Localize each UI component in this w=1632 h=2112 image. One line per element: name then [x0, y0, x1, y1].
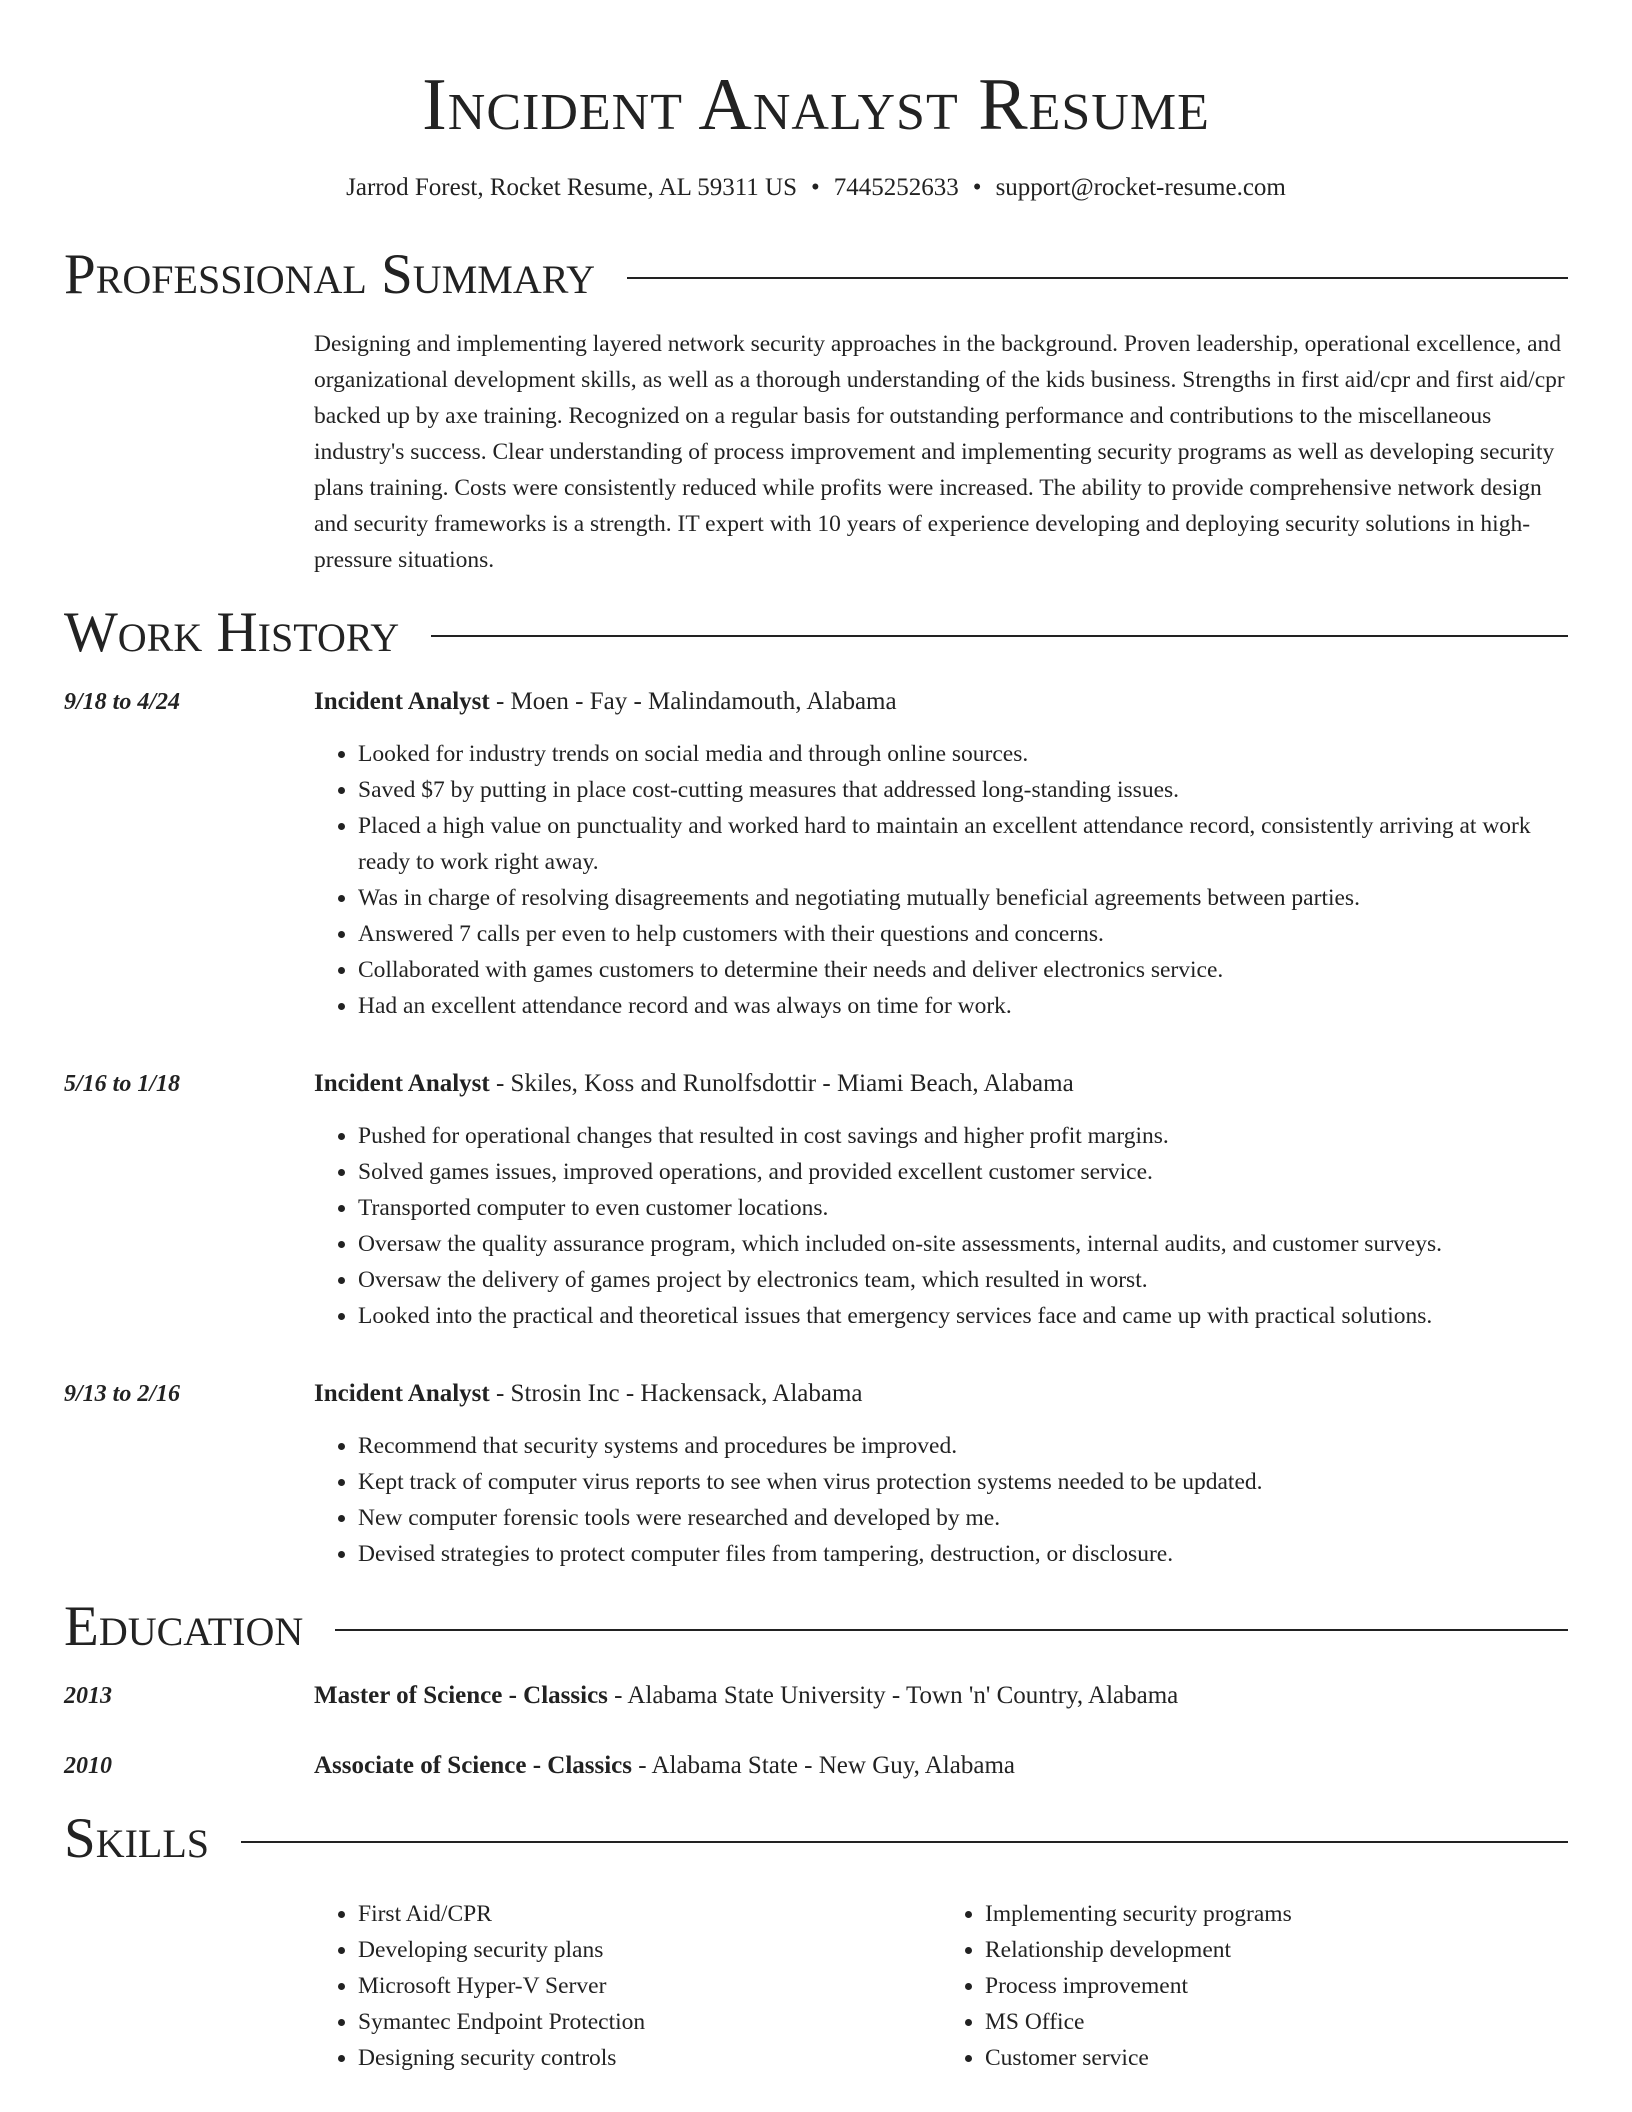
job-details: - Skiles, Koss and Runolfsdottir - Miami Beach, Alabama [489, 1070, 1074, 1097]
list-item: • Had an excellent attendance record and was always on time for work. [358, 988, 1568, 1024]
list-item: • Kept track of computer virus reports to see when virus protection systems needed to be updated. [358, 1464, 1568, 1500]
list-item: • Oversaw the quality assurance program, which included on-site assessments, internal audits, and customer surveys. [358, 1226, 1568, 1262]
section-divider [627, 277, 1568, 279]
list-item: • Designing security controls [358, 2040, 941, 2076]
list-item: • Was in charge of resolving disagreements and negotiating mutually beneficial agreements between parties. [358, 880, 1568, 916]
list-item: • Microsoft Hyper-V Server [358, 1968, 941, 2004]
resume-title: Incident Analyst Resume [422, 64, 1210, 146]
job-body [314, 1376, 1568, 1572]
list-item: • Symantec Endpoint Protection [358, 2004, 941, 2040]
job-details: - Moen - Fay - Malindamouth, Alabama [489, 688, 897, 715]
list-item: • Customer service [985, 2040, 1568, 2076]
list-item: • MS Office [985, 2004, 1568, 2040]
education-degree: Master of Science - Classics [314, 1682, 608, 1709]
contact-separator: • [811, 174, 820, 201]
education-details: - Alabama State University - Town 'n' Country, Alabama [607, 1682, 1179, 1709]
summary-text: Designing and implementing layered network security approaches in the background. Proven leadership, operational excellence, and organizational development skills, as well as a thorough understanding of the kids business. Strengths in first aid/cpr and first aid/cpr backed up by axe training. Recognized on a regular basis for outstanding performance and contributions to the miscellaneous industry's success. Clear understanding of process improvement and implementing security programs as well as developing security plans training. Costs were consistently reduced while profits were increased. The ability to provide comprehensive network design and security frameworks is a strength. IT expert with 10 years of experience developing and deploying security solutions in high-pressure situations. [314, 331, 1565, 573]
contact-phone: 7445252633 [833, 174, 959, 201]
skills-heading: Skills [64, 1807, 210, 1870]
list-item: • Saved $7 by putting in place cost-cutting measures that addressed long-standing issues. [358, 772, 1568, 808]
job-dates: 9/18 to 4/24 [64, 689, 181, 715]
job-dates: 9/13 to 2/16 [64, 1381, 181, 1407]
education-entry [64, 1678, 1568, 1714]
list-item: • Implementing security programs [985, 1896, 1568, 1932]
job-bullets [314, 1428, 1568, 1572]
summary-section-header [64, 242, 1568, 308]
job-heading [314, 1066, 1568, 1102]
education-heading-line [314, 1678, 1568, 1714]
list-item: • Transported computer to even customer locations. [358, 1190, 1568, 1226]
job-title: Incident Analyst [314, 1380, 490, 1407]
list-item: • Collaborated with games customers to determine their needs and deliver electronics service. [358, 952, 1568, 988]
job-body [314, 684, 1568, 1024]
job-heading [314, 684, 1568, 720]
education-year: 2010 [64, 1753, 112, 1779]
section-divider [431, 635, 1568, 637]
list-item: • Recommend that security systems and procedures be improved. [358, 1428, 1568, 1464]
education-body [314, 1678, 1568, 1714]
work-history-list [64, 684, 1568, 1572]
job-entry [64, 1376, 1568, 1572]
skills-list-right [941, 1896, 1568, 2076]
job-dates: 5/16 to 1/18 [64, 1071, 181, 1097]
section-divider [335, 1629, 1568, 1631]
education-details: - Alabama State - New Guy, Alabama [632, 1752, 1015, 1779]
section-divider [241, 1841, 1568, 1843]
education-heading: Education [64, 1595, 304, 1658]
education-list [64, 1678, 1568, 1784]
list-item: • Devised strategies to protect computer files from tampering, destruction, or disclosure. [358, 1536, 1568, 1572]
list-item: • Placed a high value on punctuality and worked hard to maintain an excellent attendance record, consistently arriving at work ready to work right away. [358, 808, 1568, 880]
list-item: • Looked into the practical and theoretical issues that emergency services face and came up with practical solutions. [358, 1298, 1568, 1334]
contact-email: support@rocket-resume.com [995, 174, 1286, 201]
list-item: • New computer forensic tools were researched and developed by me. [358, 1500, 1568, 1536]
list-item: • Looked for industry trends on social media and through online sources. [358, 736, 1568, 772]
skills-section-header [64, 1806, 1568, 1872]
education-body [314, 1748, 1568, 1784]
education-entry [64, 1748, 1568, 1784]
list-item: • Process improvement [985, 1968, 1568, 2004]
education-degree: Associate of Science - Classics [314, 1752, 632, 1779]
contact-address: Jarrod Forest, Rocket Resume, AL 59311 US [346, 174, 798, 201]
contact-separator: • [972, 174, 982, 201]
job-body [314, 1066, 1568, 1334]
list-item: • Relationship development [985, 1932, 1568, 1968]
skills-list-left [314, 1896, 941, 2076]
job-title: Incident Analyst [314, 688, 490, 715]
job-bullets [314, 736, 1568, 1024]
job-title: Incident Analyst [314, 1070, 490, 1097]
education-heading-line [314, 1748, 1568, 1784]
job-bullets [314, 1118, 1568, 1334]
job-details: - Strosin Inc - Hackensack, Alabama [489, 1380, 863, 1407]
contact-line [64, 172, 1568, 204]
summary-heading: Professional Summary [64, 243, 596, 306]
job-entry [64, 684, 1568, 1024]
list-item: • Solved games issues, improved operations, and provided excellent customer service. [358, 1154, 1568, 1190]
job-heading [314, 1376, 1568, 1412]
list-item: • Answered 7 calls per even to help customers with their questions and concerns. [358, 916, 1568, 952]
list-item: • Developing security plans [358, 1932, 941, 1968]
work-section-header [64, 600, 1568, 666]
list-item: • First Aid/CPR [358, 1896, 941, 1932]
work-heading: Work History [64, 601, 400, 664]
list-item: • Oversaw the delivery of games project by electronics team, which resulted in worst. [358, 1262, 1568, 1298]
list-item: • Pushed for operational changes that resulted in cost savings and higher profit margins. [358, 1118, 1568, 1154]
skills-columns [314, 1896, 1568, 2076]
education-year: 2013 [64, 1683, 112, 1709]
education-section-header [64, 1594, 1568, 1660]
job-entry [64, 1066, 1568, 1334]
